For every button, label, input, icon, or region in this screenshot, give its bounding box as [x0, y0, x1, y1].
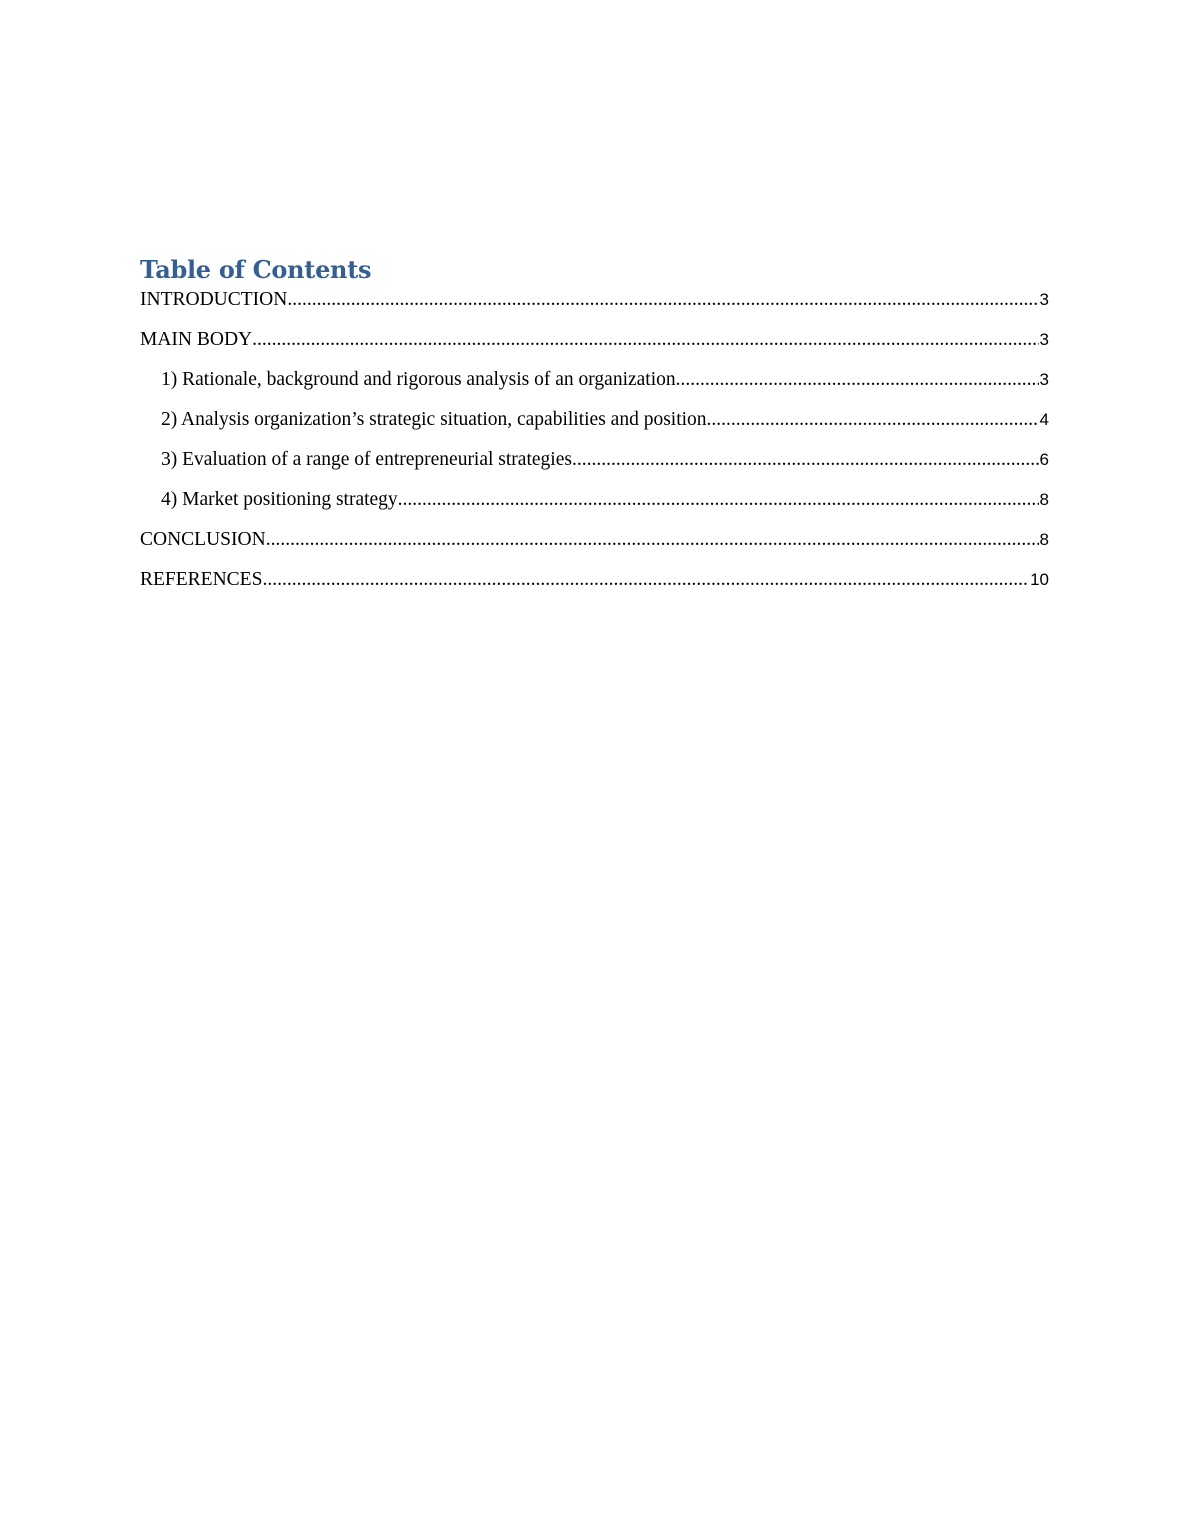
- toc-entry-references[interactable]: [140, 569, 1049, 609]
- toc-entry-evaluation[interactable]: [140, 449, 1049, 489]
- toc-entry-market-positioning[interactable]: [140, 489, 1049, 529]
- toc-entry-page-number: 3: [1039, 370, 1049, 389]
- toc-entry-title: 3) Evaluation of a range of entrepreneurial strategies: [161, 449, 572, 470]
- toc-heading: Table of Contents: [140, 255, 372, 284]
- toc-entry-page-number: 8: [1039, 490, 1049, 509]
- toc-entry-analysis[interactable]: [140, 409, 1049, 449]
- table-of-contents: [140, 252, 1049, 609]
- toc-entry-title: CONCLUSION: [140, 529, 266, 550]
- toc-entry-page-number: 6: [1039, 450, 1049, 469]
- toc-entry-title: 1) Rationale, background and rigorous analysis of an organization: [161, 369, 676, 390]
- toc-dot-leader: [262, 569, 1029, 591]
- toc-entry-page-number: 10: [1030, 570, 1049, 589]
- toc-dot-leader: [287, 289, 1038, 311]
- toc-dot-leader: [676, 369, 1039, 391]
- toc-entry-title: MAIN BODY: [140, 329, 253, 350]
- toc-entry-page-number: 4: [1039, 410, 1049, 429]
- toc-dot-leader: [266, 529, 1039, 551]
- toc-dot-leader: [398, 489, 1039, 511]
- toc-entry-page-number: 8: [1039, 530, 1049, 549]
- toc-entry-title: REFERENCES: [140, 569, 263, 590]
- toc-entry-rationale[interactable]: [140, 369, 1049, 409]
- toc-entry-title: INTRODUCTION: [140, 289, 288, 310]
- toc-entry-conclusion[interactable]: [140, 529, 1049, 569]
- toc-entry-page-number: 3: [1039, 330, 1049, 349]
- toc-dot-leader: [707, 409, 1039, 431]
- toc-entry-page-number: 3: [1039, 290, 1049, 309]
- toc-entry-title: 2) Analysis organization’s strategic situation, capabilities and position: [161, 409, 707, 430]
- toc-dot-leader: [252, 329, 1038, 351]
- toc-dot-leader: [572, 449, 1039, 471]
- toc-entry-main-body[interactable]: [140, 329, 1049, 369]
- toc-entry-introduction[interactable]: [140, 289, 1049, 329]
- toc-entry-title: 4) Market positioning strategy: [161, 489, 398, 510]
